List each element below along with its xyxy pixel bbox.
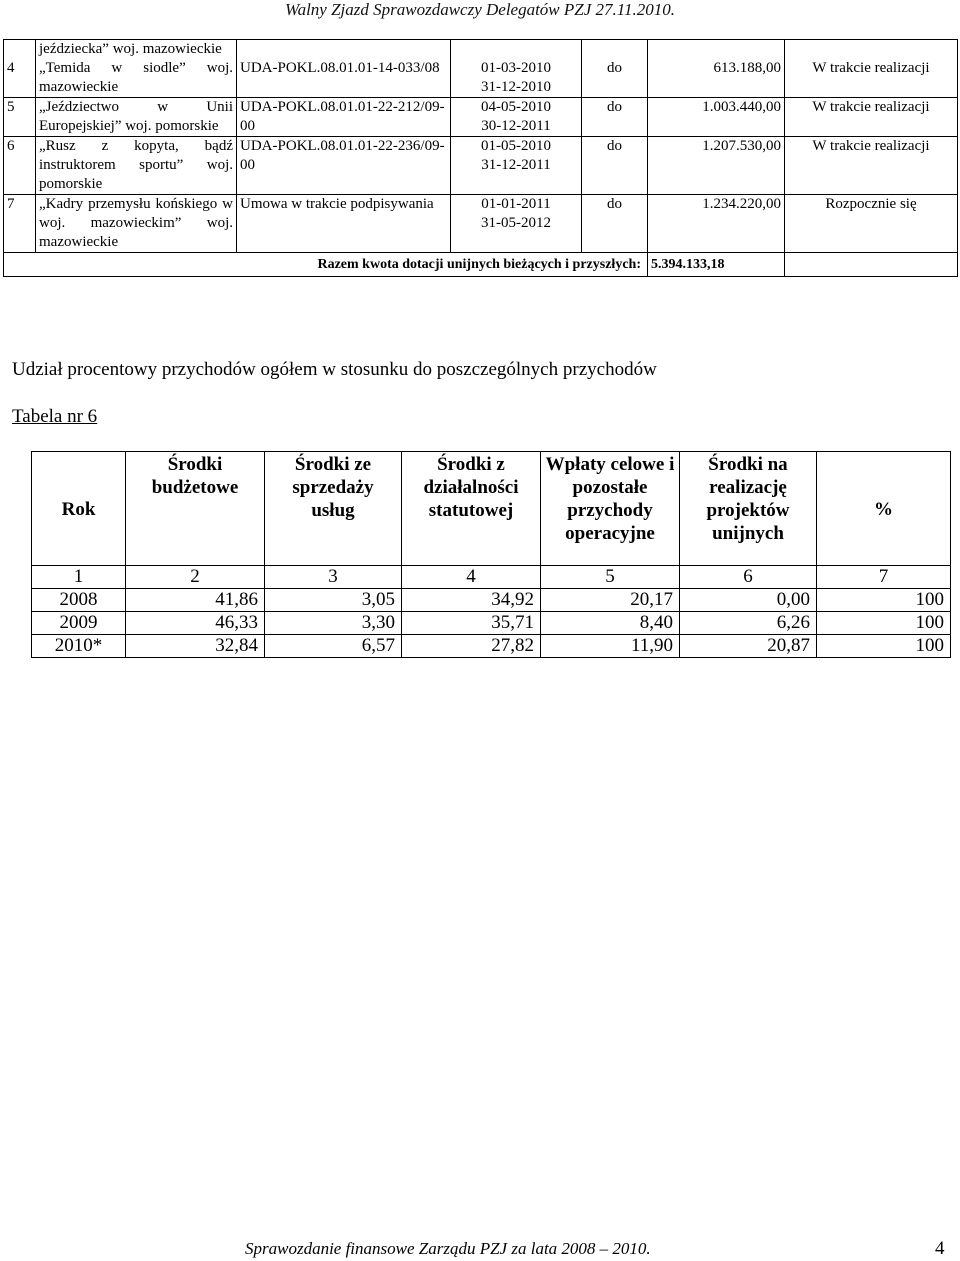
column-header: % [817,452,951,566]
project-amount: 1.003.440,00 [648,98,785,137]
table-cell: 32,84 [126,635,265,658]
project-number: 7 [4,195,36,253]
project-status: Rozpocznie się [785,195,958,253]
total-value: 5.394.133,18 [648,253,785,277]
table-row [4,59,958,98]
table-cell: 100 [817,612,951,635]
column-header: Środki ze sprzedaży usług [265,452,402,566]
table-row [4,98,958,137]
table-cell: 7 [817,566,951,589]
do-label: do [582,137,648,195]
project-name: „Jeździectwo w Unii Europejskiej” woj. pomorskie [36,98,237,137]
table-cell: 3,30 [265,612,402,635]
table-row [4,137,958,195]
table-cell: 100 [817,589,951,612]
table-cell: 2008 [32,589,126,612]
project-agreement: UDA-POKL.08.01.01-22-236/09-00 [237,137,451,195]
do-label: do [582,195,648,253]
table-cell: 5 [541,566,680,589]
table-cell: 100 [817,635,951,658]
table-cell: 3 [265,566,402,589]
project-name-continued: jeździecka” woj. mazowieckie [36,40,237,60]
date-from: 01-03-2010 [481,60,551,76]
project-status: W trakcie realizacji [785,98,958,137]
project-agreement: UDA-POKL.08.01.01-22-212/09-00 [237,98,451,137]
project-number: 6 [4,137,36,195]
column-header: Wpłaty celowe i pozostałe przychody operacyjne [541,452,680,566]
table-cell: 4 [402,566,541,589]
do-label: do [582,98,648,137]
table-cell: 20,17 [541,589,680,612]
page-header: Walny Zjazd Sprawozdawczy Delegatów PZJ 27.11.2010. [284,0,676,19]
table-cell: 35,71 [402,612,541,635]
table-cell: 20,87 [680,635,817,658]
project-number: 4 [4,59,36,98]
page-footer: Sprawozdanie finansowe Zarządu PZJ za lata 2008 – 2010. [245,1239,651,1258]
project-agreement: UDA-POKL.08.01.01-14-033/08 [237,59,451,98]
column-header: Rok [32,452,126,566]
table-cell: 34,92 [402,589,541,612]
total-label: Razem kwota dotacji unijnych bieżących i przyszłych: [4,253,648,277]
table-cell: 11,90 [541,635,680,658]
date-from: 01-01-2011 [481,196,551,212]
table-cell: 8,40 [541,612,680,635]
table-header-row [32,452,951,566]
page-number: 4 [935,1238,945,1259]
table-cell: 3,05 [265,589,402,612]
total-row [4,253,958,277]
table-cell: 0,00 [680,589,817,612]
table-row [32,589,951,612]
project-name: „Rusz z kopyta, bądź instruktorem sportu” woj. pomorskie [36,137,237,195]
project-amount: 1.234.220,00 [648,195,785,253]
date-from: 01-05-2010 [481,138,551,154]
date-to: 31-12-2011 [481,157,551,173]
table-cell: 41,86 [126,589,265,612]
project-name: „Temida w siodle” woj. mazowieckie [36,59,237,98]
table-cell: 46,33 [126,612,265,635]
table-row [32,566,951,589]
project-agreement: Umowa w trakcie podpisywania [237,195,451,253]
project-amount: 613.188,00 [648,59,785,98]
do-label: do [582,59,648,98]
project-status: W trakcie realizacji [785,137,958,195]
column-header: Środki z działalności statutowej [402,452,541,566]
table-row [4,195,958,253]
income-share-table [31,451,951,658]
project-name: „Kadry przemysłu końskiego w woj. mazowieckim” woj. mazowieckie [36,195,237,253]
table-cell: 27,82 [402,635,541,658]
table-row [32,612,951,635]
table-cell: 6,57 [265,635,402,658]
date-to: 31-05-2012 [481,215,551,231]
table-row [4,40,958,60]
project-amount: 1.207.530,00 [648,137,785,195]
date-to: 30-12-2011 [481,118,551,134]
project-number: 5 [4,98,36,137]
table-row [32,635,951,658]
table-number: Tabela nr 6 [12,406,98,427]
project-status: W trakcie realizacji [785,59,958,98]
table-cell: 2009 [32,612,126,635]
column-header: Środki budżetowe [126,452,265,566]
projects-table [3,39,958,277]
column-header: Środki na realizację projektów unijnych [680,452,817,566]
table-cell: 6,26 [680,612,817,635]
table-cell: 1 [32,566,126,589]
section-caption: Udział procentowy przychodów ogółem w stosunku do poszczególnych przychodów [12,359,657,380]
date-to: 31-12-2010 [481,79,551,95]
table-cell: 2 [126,566,265,589]
table-cell: 2010* [32,635,126,658]
date-from: 04-05-2010 [481,99,551,115]
table-cell: 6 [680,566,817,589]
